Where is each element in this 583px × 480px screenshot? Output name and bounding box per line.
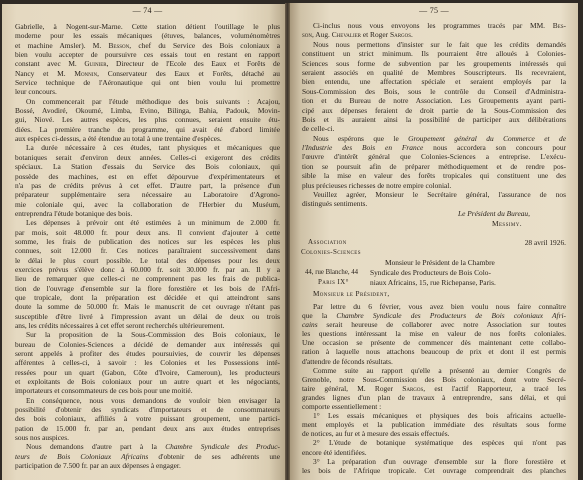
text-line: Veuillez agréer, Monsieur le Secrétaire général, l'assurance de nos <box>313 190 566 200</box>
letter-sender-line: Association <box>308 238 347 246</box>
small-caps-name: Monnin <box>74 68 98 78</box>
text-run: constant avec M. <box>15 59 85 69</box>
text-run: , est l'actif Rapporteur, a tracé les <box>423 383 566 393</box>
letter-sender-line: Paris IX° <box>318 278 349 286</box>
paragraph <box>302 21 566 40</box>
text-line: bureau de Colonies-Sciences a décidé de demander aux intéressés qui <box>15 339 280 349</box>
text-line <box>15 442 280 451</box>
text-line: Comme suite au rapport qu'elle a présenté au dernier Congrès de <box>313 365 566 375</box>
paragraph <box>15 143 280 218</box>
text-line: Grenoble, notre Sous-Commission des Bois coloniaux, dont votre Secré- <box>302 374 566 384</box>
text-line: ration à laquelle nous attachons beaucoup de prix et dont il est permis <box>302 347 566 357</box>
text-line <box>15 59 280 68</box>
letter-salutation: Monsieur le Président, <box>313 290 390 298</box>
text-run: , chef du Service des Bois coloniaux a <box>129 40 280 50</box>
text-line: et exploitants de Bois coloniaux pour un autre quart et les négociants, <box>15 377 280 387</box>
text-line: lieu de remarquer que celles-ci ne comprennent pas les frais de publica- <box>15 274 280 284</box>
text-line <box>302 134 566 143</box>
text-line: Nous nous permettons d'insister sur le fait que les crédits demandés <box>313 39 566 49</box>
text-line: Sur la proposition de la Sous-Commission des Bois coloniaux, le <box>26 330 280 340</box>
text-line: encore été identifiées. <box>302 447 367 457</box>
text-line: Les dépenses à prévoir ont été estimées à un minimum de 2.000 fr. <box>26 218 280 228</box>
paragraph <box>15 330 280 395</box>
text-line: aux espèces ci-dessus, a été étendue au total à une trentaine d'espèces. <box>15 134 222 144</box>
text-run: que la <box>302 311 337 321</box>
text-line: exercices prévus s'élève donc à 60.000 fr. soit 30.000 fr. par an. Il y a <box>15 264 280 274</box>
text-line: ment employés et la publication immédiate des résultats sous forme <box>302 420 566 430</box>
page-number: — 74 — <box>132 6 163 15</box>
text-line: de celle-ci. <box>302 124 335 134</box>
text-line: ressées pour un quart (Gabon, Côte d'Ivoire, Cameroun), les producteurs <box>15 367 280 377</box>
page-number: — 75 — <box>419 6 449 15</box>
text-run: et Roger <box>361 30 390 40</box>
letter-closing: Le Président du Bureau, <box>458 209 530 218</box>
text-line: connues, soit 12.000 fr. Ces notices paraîtraient successivement dans <box>15 246 280 256</box>
text-line: susceptible d'être livré à l'impression avant un délai de deux ou trois <box>15 311 280 321</box>
text-line: l'œuvre d'intérêt général que Colonies-Sciences a entreprise. L'exécu- <box>302 152 566 162</box>
paragraph <box>302 411 566 438</box>
text-line: préparateur supplémentaire sera nécessaire au Laboratoire d'Agrono- <box>15 190 280 200</box>
paragraph <box>15 218 280 330</box>
text-line: Service technique de l'Aéronautique qui ont bien voulu lui promettre <box>15 78 280 88</box>
paragraph <box>15 22 280 97</box>
text-line: sous nos auspices. <box>15 433 69 443</box>
text-line: les bois de l'Afrique tropicale. Cet ouvrage comprendrait des planches <box>302 465 566 475</box>
text-line: par mois, soit 48.000 fr. pour deux ans. Il convient d'ajouter à cette <box>15 227 280 237</box>
paragraph <box>302 457 566 475</box>
text-line: constituent un strict minimum. Ils pourraient être alloués à Colonies- <box>302 49 566 59</box>
text-line: gui, Niové. Les autres espèces, les plus connues, seraient ensuite étu- <box>15 115 280 125</box>
text-line: entreprendra l'étude botanique des bois. <box>15 208 133 218</box>
text-line <box>302 143 566 152</box>
text-line: 1° Les essais mécaniques et physiques des bois africains actuelle- <box>313 411 566 421</box>
text-line: comporte essentiellement : <box>302 402 382 412</box>
small-caps-name: son <box>302 30 313 40</box>
text-line: grandes lignes d'un plan de travaux à entreprendre, sans délai, et qui <box>302 392 566 402</box>
letter-addressee-line: Syndicale des Producteurs de Bois Colo- <box>370 268 491 277</box>
text-line: que tropicale, dont la préparation est décidée et qui atteindront sans <box>15 292 280 302</box>
text-line: 3° La préparation d'un ouvrage d'ensemble sur la flore forestière et <box>313 456 566 466</box>
text-line: sible la mise en valeur des forêts tropicales qui constituent une des <box>302 171 566 181</box>
text-line: le délai le plus court possible. Le total des dépenses pour les deux <box>15 255 280 265</box>
text-run: , Aug. <box>312 30 332 40</box>
text-line: bien entendu, une affectation spéciale et seraient employés par la <box>302 77 566 87</box>
book-gutter <box>285 3 290 480</box>
letter-signature: Messimy. <box>492 219 522 228</box>
text-line: plus précieuses richesses de notre empire colonial. <box>302 180 452 190</box>
text-line <box>15 41 280 50</box>
paragraph <box>302 302 566 366</box>
italic-text: Groupement général du Commerce et de <box>408 133 566 143</box>
italic-text: Chambre Syndicale des Producteurs de Bois coloniaux Afri- <box>336 311 566 321</box>
text-line: spéciaux. La Station d'essais du Service des Bois coloniaux, qui <box>15 162 280 172</box>
small-caps-name: Chevalier <box>331 30 362 40</box>
text-line: seraient associés en qualité de Membres Souscripteurs. Ils recevraient, <box>302 67 566 77</box>
small-caps-name: Guinier <box>84 59 107 69</box>
text-run: et machine Amsler). M. <box>15 40 109 50</box>
paragraph <box>302 40 566 134</box>
text-line: diées. La première tranche du programme, qui avait été d'abord limitée <box>15 124 280 134</box>
text-line <box>15 69 280 78</box>
text-line: Sous-Commission des Bois, sous le contrôle du Conseil d'Administra- <box>302 86 566 96</box>
text-line: bien voulu accepter de poursuivre ces essais tout en restant en rapport <box>15 50 280 60</box>
paragraph <box>15 442 280 470</box>
italic-text: Chambre Syndicale des Produc- <box>165 442 280 452</box>
paragraph <box>302 438 566 456</box>
letter-date: 28 avril 1926. <box>524 238 566 247</box>
text-line: afférentes à celles-ci, à savoir : les Colonies et les Possessions inté- <box>15 358 280 368</box>
text-line <box>302 30 566 39</box>
text-line: somme, les frais de publication des notices sur les espèces les plus <box>15 236 280 246</box>
text-line: doute la somme de 50.000 fr. Mais le manuscrit de cet ouvrage n'étant pas <box>15 302 280 312</box>
italic-text: cains <box>302 320 318 330</box>
text-line: Une occasion se présente de commencer dès maintenant cette collabo- <box>302 338 566 348</box>
text-line: botaniques serait d'environ deux années. Celles-ci exigeront des crédits <box>15 152 280 162</box>
letter-end-text <box>302 21 566 209</box>
text-line: Bois et ils auraient ainsi la possibilité de participer aux délibérations <box>302 114 566 124</box>
text-line: leur concours. <box>15 87 57 97</box>
left-page-text <box>15 22 280 471</box>
text-line: tion de l'ouvrage d'ensemble sur la flore forestière et les bois de l'Afri- <box>15 283 280 293</box>
text-line: seront appelés à profiter des études poursuivies, de couvrir les dépenses <box>15 349 280 359</box>
paragraph <box>302 134 566 190</box>
text-line: moderne pour les essais mécaniques (étuves, balances, voluménomètres <box>15 31 280 41</box>
small-caps-name: Bes- <box>552 21 566 30</box>
text-line: tion se poursuit afin de préparer méthodiquement et de rendre pos- <box>302 161 566 171</box>
text-run: d'obtenir de ses adhérents une <box>148 451 280 461</box>
text-line: La durée nécessaire à ces études, tant physiques et mécaniques que <box>26 143 280 153</box>
text-run: Nous espérons que le <box>313 133 409 143</box>
italic-text: l'Industrie des Bois en France <box>302 143 424 153</box>
letter-addressee-line: niaux Africains, 15, rue Richepanse, Paris. <box>370 278 496 287</box>
text-line: Gabrielle, à Nogent-sur-Marne. Cette station détient l'outillage le plus <box>15 22 280 31</box>
text-line: tion et du Bureau de notre Association. Les Groupements ayant parti- <box>302 96 566 106</box>
text-line: n'a pas de crédits prévus à cet effet. D'autre part, la présence d'un <box>15 180 280 190</box>
paragraph <box>15 97 280 144</box>
text-run: taire général, M. Roger <box>302 383 403 393</box>
text-line: mie coloniale qui, avec la collaboration de l'Herbier du Muséum, <box>15 199 280 209</box>
italic-text: teurs de Bois Coloniaux Africains <box>15 451 149 461</box>
text-line: Bossé, Avodiré, Okoumé, Limba, Evino, Bilinga, Bahia, Padouk, Movin- <box>15 106 280 116</box>
paragraph <box>302 190 566 209</box>
text-line: importateurs et consommateurs de ces bois pour une moitié. <box>15 386 193 396</box>
text-line: d'attendre de féconds résultats. <box>302 356 393 366</box>
small-caps-name: Besson <box>108 40 130 50</box>
text-run: , Directeur de l'Ecole des Eaux et Forêts de <box>106 59 280 69</box>
text-line: possède des machines, est en effet dépourvue d'expérimentateurs et <box>15 171 280 181</box>
text-line: de notices, au fur et à mesure des essais effectués. <box>302 429 450 439</box>
text-run: , Conservateur des Eaux et Forêts, détaché au <box>97 68 280 78</box>
letter-body-text <box>302 302 566 475</box>
paragraph <box>15 396 280 443</box>
text-line: Sciences sous forme de subvention par les groupements intéressés qui <box>302 58 566 68</box>
letter-sender-line: 44, rue Blanche, 44 <box>305 269 359 276</box>
text-line <box>302 311 566 320</box>
text-line: des bois coloniaux, affiliés à votre puissant groupement, une partici- <box>15 414 280 424</box>
text-run: nous accordera son concours pour <box>423 143 566 153</box>
text-line: les questions intéressant la mise en valeur de nos forêts coloniales. <box>302 329 566 339</box>
paragraph <box>302 366 566 411</box>
text-line: cipé aux dépenses feraient de droit partie de la Sous-Commission des <box>302 105 566 115</box>
text-line: On commencerait par l'étude méthodique des bois suivants : Acajou, <box>26 96 280 106</box>
small-caps-name: Sargos <box>402 383 424 393</box>
text-run: Ci-inclus nous vous envoyons les programmes tracés par MM. <box>313 21 553 30</box>
text-line: participation de 7.500 fr. par an aux dépenses à engager. <box>15 461 181 471</box>
text-line: ans, les crédits nécessaires à cet effet seront recherchés ultérieurement. <box>15 321 225 330</box>
text-line <box>302 21 566 30</box>
text-line <box>302 384 566 393</box>
text-line <box>15 452 280 461</box>
text-line: Par lettre du 6 février, vous avez bien voulu nous faire connaître <box>313 302 566 311</box>
text-line: 2° L'étude de botanique systématique des espèces qui n'ont pas <box>313 438 566 448</box>
text-run: . <box>411 30 413 40</box>
text-run: Nous demandons d'autre part à la <box>26 442 166 452</box>
small-caps-name: Sargos <box>389 30 412 40</box>
letter-addressee-line: Monsieur le Président de la Chambre <box>385 258 495 267</box>
text-line: possibilité d'obtenir des syndicats d'importateurs et de consommateurs <box>15 405 280 415</box>
text-line <box>302 320 566 329</box>
letter-sender-line: Colonies-Sciences <box>301 248 361 256</box>
text-line: En conséquence, nous vous demandons de vouloir bien envisager la <box>26 395 280 405</box>
text-line: pation de 15.000 fr. par an, pendant deux ans aux études entreprises <box>15 423 280 433</box>
text-run: Nancy et M. <box>15 68 75 78</box>
text-line: distingués sentiments. <box>302 199 368 209</box>
text-run: serait heureuse de collaborer avec notre Association sur toutes <box>317 320 566 330</box>
